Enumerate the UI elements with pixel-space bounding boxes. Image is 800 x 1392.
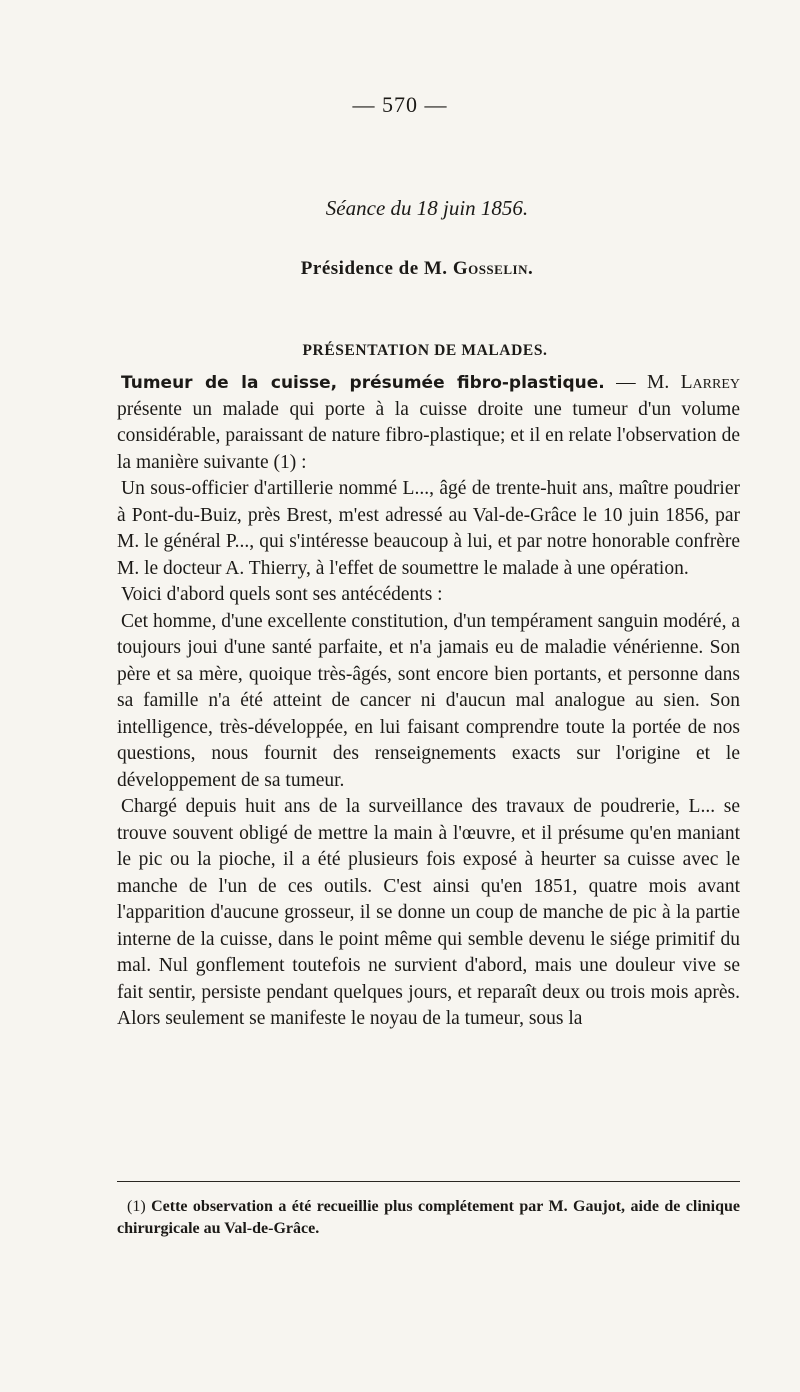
article-intro [117,370,740,476]
footnote-text: Cette observation a été recueillie plus complétement par M. Gaujot, aide de clinique chirurgicale au Val-de-Grâce. [117,1198,741,1237]
article-title: Tumeur de la cuisse, présumée fibro-plastique. [121,373,605,393]
article-author: Larrey [680,372,740,393]
article-intro-text: présente un malade qui porte à la cuisse droite une tumeur d'un volume considérable, paraissant de nature fibro-plastique; et il en relate l'observation de la manière suivante (1) : [117,398,740,473]
article-title-dash: — M. [604,372,681,393]
paragraph: Voici d'abord quels sont ses antécédents : [121,584,443,605]
section-heading: PRÉSENTATION DE MALADES. [302,342,548,359]
article-body [117,370,740,1033]
paragraph: Chargé depuis huit ans de la surveillance des travaux de poudrerie, L... se trouve souvent obligé de mettre la main à l'œuvre, et il présume qu'en maniant le pic ou la pioche, il a été plusieurs fois exposé à heurter sa cuisse avec le manche de l'un de ces outils. C'est ainsi qu'en 1851, quatre mois avant l'apparition d'aucune grosseur, il se donne un coup de manche de pic à la partie interne de la cuisse, dans le point même qui semble devenu le siége primitif du mal. Nul gonflement toutefois ne survient d'abord, mais une douleur vive se fait sentir, persiste pendant quelques jours, et reparaît deux ou trois mois après. Alors seulement se manifeste le noyau de la tumeur, sous la [117,796,740,1029]
presidency-name: Gosselin. [452,258,534,279]
paragraph: Cet homme, d'une excellente constitution, d'un tempérament sanguin modéré, a toujours joui d'une santé parfaite, et n'a jamais eu de maladie vénérienne. Son père et sa mère, quoique très-âgés, sont encore bien portants, et personne dans sa famille n'a été atteint de cancer ni d'aucun mal analogue au sien. Son intelligence, très-développée, en lui faisant comprendre toute la portée de nos questions, nous fournit des renseignements exacts sur l'origine et le développement de sa tumeur. [117,610,740,791]
paragraph: Un sous-officier d'artillerie nommé L..., âgé de trente-huit ans, maître poudrier à Pont-du-Buiz, près Brest, m'est adressé au Val-de-Grâce le 10 juin 1856, par M. le général P..., qui s'intéresse beaucoup à lui, et par notre honorable confrère M. le docteur A. Thierry, à l'effet de soumettre le malade à une opération. [117,478,740,579]
presidency-line [0,258,800,280]
session-date: Séance du 18 juin 1856. [325,196,529,220]
footnote [117,1196,740,1240]
presidency-prefix: Présidence de M. [300,258,448,279]
footnote-divider [117,1181,740,1182]
footnote-marker: (1) [127,1198,146,1215]
page-number: — 570 — [352,92,448,117]
